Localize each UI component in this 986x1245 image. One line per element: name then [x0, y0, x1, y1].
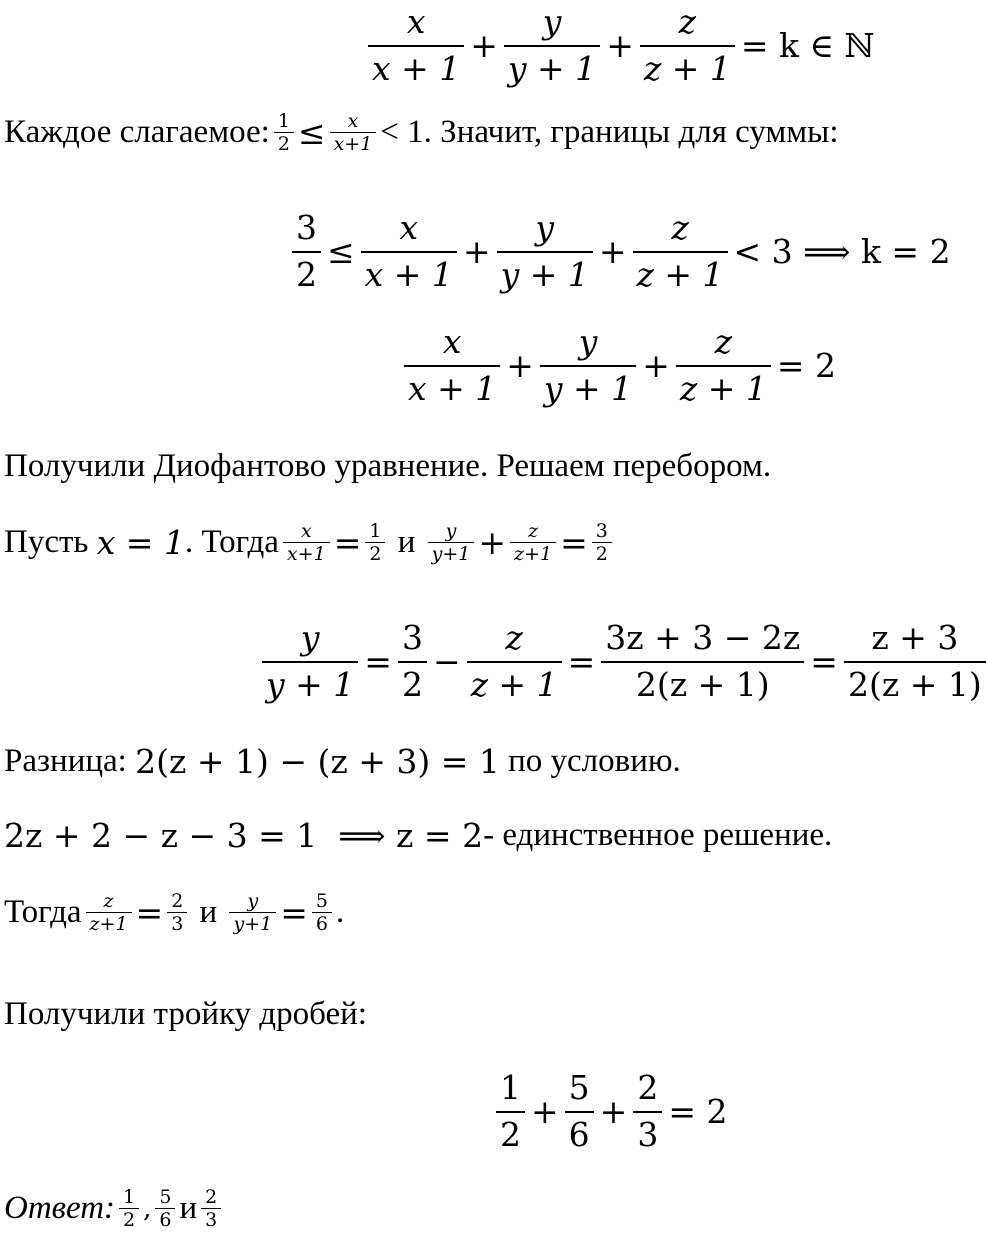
fraction-half: $\frac{1}{2}$: [365, 520, 385, 565]
equation-y-fraction: $\frac{y}{y + 1}$ = $\frac{3}{2}$ − $\frac{z}{z + 1}$ = $\frac{3z + 3 - 2z}{2(z + 1)}$ = $\frac{z + 3}{2(z + 1)}$: [262, 618, 986, 704]
answer-label: Ответ:: [4, 1190, 116, 1226]
equation-bounds: $\frac{3}{2}$ ≤ $\frac{x}{x + 1}$ + $\frac{y}{y + 1}$ + $\frac{z}{z + 1}$ < 3 ⟹ k = 2: [292, 208, 957, 294]
fraction-y-small: $\frac{y}{y+1}$: [229, 890, 276, 935]
fraction-two-thirds-small: $\frac{2}{3}$: [167, 890, 187, 935]
fraction-x: $\frac{x}{x + 1}$: [361, 208, 457, 294]
equation-sum-natural: $\frac{x}{x + 1}$ + $\frac{y}{y + 1}$ + $\frac{z}{z + 1}$ = k ∈ ℕ: [368, 2, 881, 88]
fraction-z-small: $\frac{z}{z+1}$: [86, 890, 132, 935]
bounds-sentence: Каждое слагаемое: $\frac{1}{2}$ ≤ $\frac{x}{x+1}$ < 1. Значит, границы для суммы:: [4, 110, 839, 155]
fraction-five-sixths-small: $\frac{5}{6}$: [312, 890, 332, 935]
fraction-z-small: $\frac{z}{z+1}$: [510, 520, 556, 565]
fraction-half: $\frac{1}{2}$: [274, 110, 294, 155]
solution-sentence: 2z + 2 − z − 3 = 1 ⟹ z = 2 - единственное решение.: [4, 816, 833, 855]
fraction-y: $\frac{y}{y + 1}$: [262, 618, 358, 704]
fraction-simplified: $\frac{z + 3}{2(z + 1)}$: [844, 618, 986, 704]
fraction-z: $\frac{z}{z + 1}$: [676, 322, 771, 408]
diophantine-sentence: Получили Диофантово уравнение. Решаем перебором.: [4, 448, 772, 484]
fraction-z: $\frac{z}{z + 1}$: [640, 2, 735, 88]
fraction-combined: $\frac{3z + 3 - 2z}{2(z + 1)}$: [601, 618, 804, 704]
fraction-two-thirds-small: $\frac{2}{3}$: [201, 1186, 221, 1231]
fraction-x: $\frac{x}{x + 1}$: [368, 2, 464, 88]
substitution-sentence: Пусть x = 1 . Тогда $\frac{x}{x+1}$ = $\frac{1}{2}$ и $\frac{y}{y+1}$ + $\frac{z}{z+1}$ = $\frac{3}{2}$: [4, 520, 616, 565]
equation-rhs: = 2: [776, 345, 836, 385]
equation-rhs: < 3 ⟹ k = 2: [733, 231, 951, 271]
fraction-x-small: $\frac{x}{x+1}$: [283, 520, 330, 565]
fraction-y: $\frac{y}{y + 1}$: [497, 208, 593, 294]
answer-line: Ответ: $\frac{1}{2}$ , $\frac{5}{6}$ и $\frac{2}{3}$: [4, 1186, 225, 1231]
equation-triple-sum: $\frac{1}{2}$ + $\frac{5}{6}$ + $\frac{2}{3}$ = 2: [496, 1068, 733, 1154]
fraction-two-thirds: $\frac{2}{3}$: [633, 1068, 662, 1154]
fraction-three-halves-small: $\frac{3}{2}$: [592, 520, 612, 565]
fraction-half-small: $\frac{1}{2}$: [119, 1186, 139, 1231]
fraction-five-sixths: $\frac{5}{6}$: [565, 1068, 594, 1154]
difference-sentence: Разница: 2(z + 1) − (z + 3) = 1 по условию.: [4, 742, 681, 781]
fraction-three-halves: $\frac{3}{2}$: [398, 618, 427, 704]
fraction-y-small: $\frac{y}{y+1}$: [428, 520, 475, 565]
equation-sum-two: $\frac{x}{x + 1}$ + $\frac{y}{y + 1}$ + $\frac{z}{z + 1}$ = 2: [404, 322, 842, 408]
fraction-y: $\frac{y}{y + 1}$: [540, 322, 636, 408]
equation-rhs: = 2: [668, 1091, 728, 1131]
fraction-x-small: $\frac{x}{x+1}$: [330, 110, 377, 155]
then-sentence: Тогда $\frac{z}{z+1}$ = $\frac{2}{3}$ и $\frac{y}{y+1}$ = $\frac{5}{6}$ .: [4, 890, 345, 935]
triple-sentence: Получили тройку дробей:: [4, 996, 367, 1032]
fraction-x: $\frac{x}{x + 1}$: [404, 322, 500, 408]
fraction-three-halves: $\frac{3}{2}$: [292, 208, 321, 294]
fraction-y: $\frac{y}{y + 1}$: [504, 2, 600, 88]
fraction-z: $\frac{z}{z + 1}$: [633, 208, 728, 294]
fraction-half: $\frac{1}{2}$: [496, 1068, 525, 1154]
fraction-five-sixths-small: $\frac{5}{6}$: [155, 1186, 175, 1231]
fraction-z: $\frac{z}{z + 1}$: [467, 618, 562, 704]
equation-rhs: = k ∈ ℕ: [740, 25, 875, 65]
